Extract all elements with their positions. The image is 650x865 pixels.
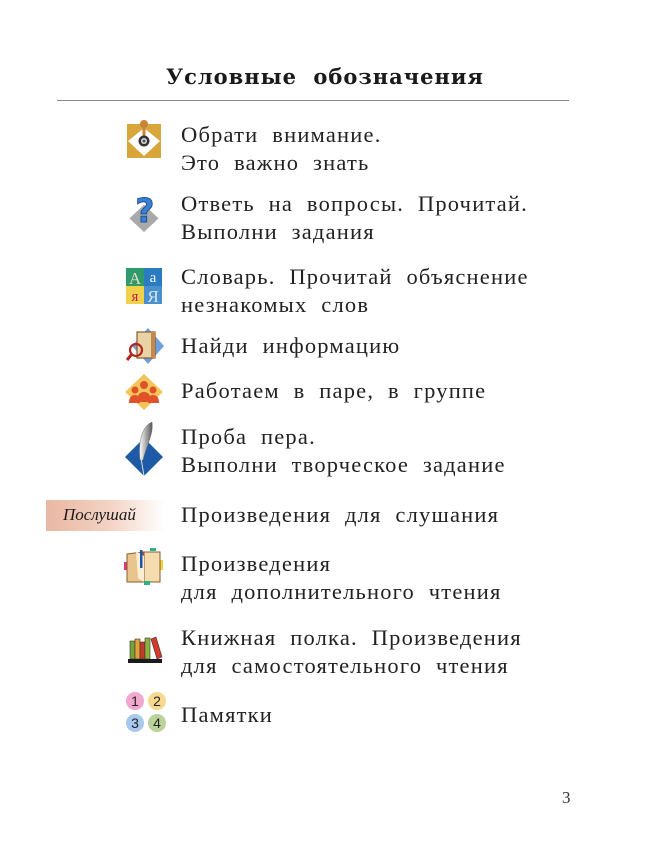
- page-number: 3: [562, 788, 571, 807]
- svg-text:a: a: [149, 270, 157, 286]
- attention-icon: [124, 120, 164, 160]
- legend-text-line: Выполни задания: [181, 219, 375, 244]
- title-divider: [57, 100, 569, 101]
- dictionary-icon: [124, 266, 164, 306]
- legend-text-line: Книжная полка. Произведения: [181, 625, 522, 650]
- legend-text-line: Обрати внимание.: [181, 122, 382, 147]
- legend-text-line: для дополнительного чтения: [181, 579, 502, 604]
- listen-badge-label: Послушай: [63, 505, 136, 524]
- legend-text-line: Выполни творческое задание: [181, 452, 506, 477]
- legend-text-line: Это важно знать: [181, 150, 370, 175]
- listen-badge: [46, 500, 164, 531]
- memo-number-2: 2: [148, 692, 166, 710]
- legend-text-line: Произведения: [181, 551, 332, 576]
- legend-text-line: для самостоятельного чтения: [181, 653, 509, 678]
- bookshelf-icon: [124, 627, 164, 667]
- group-work-icon: [124, 372, 164, 412]
- memo-number-1: 1: [126, 692, 144, 710]
- legend-text-line: Работаем в паре, в группе: [181, 378, 487, 403]
- page-title: Условные обозначения: [166, 64, 484, 89]
- legend-text-line: незнакомых слов: [181, 292, 370, 317]
- svg-text:я: я: [131, 289, 139, 305]
- legend-text-line: Словарь. Прочитай объяснение: [181, 264, 529, 289]
- open-book-icon: [124, 548, 164, 588]
- legend-text-line: Найди информацию: [181, 333, 401, 358]
- svg-text:А: А: [128, 269, 142, 288]
- quill-icon: [124, 420, 164, 478]
- legend-text-line: Ответь на вопросы. Прочитай.: [181, 191, 528, 216]
- question-icon: [124, 192, 164, 232]
- memo-number-3: 3: [126, 714, 144, 732]
- numbered-memo-icon: [124, 692, 164, 738]
- memo-number-4: 4: [148, 714, 166, 732]
- legend-text-line: Произведения для слушания: [181, 502, 500, 527]
- legend-text-line: Памятки: [181, 702, 274, 727]
- find-info-icon: [124, 326, 164, 366]
- svg-text:Я: Я: [147, 287, 159, 306]
- legend-text-line: Проба пера.: [181, 424, 316, 449]
- svg-text:?: ?: [135, 192, 155, 230]
